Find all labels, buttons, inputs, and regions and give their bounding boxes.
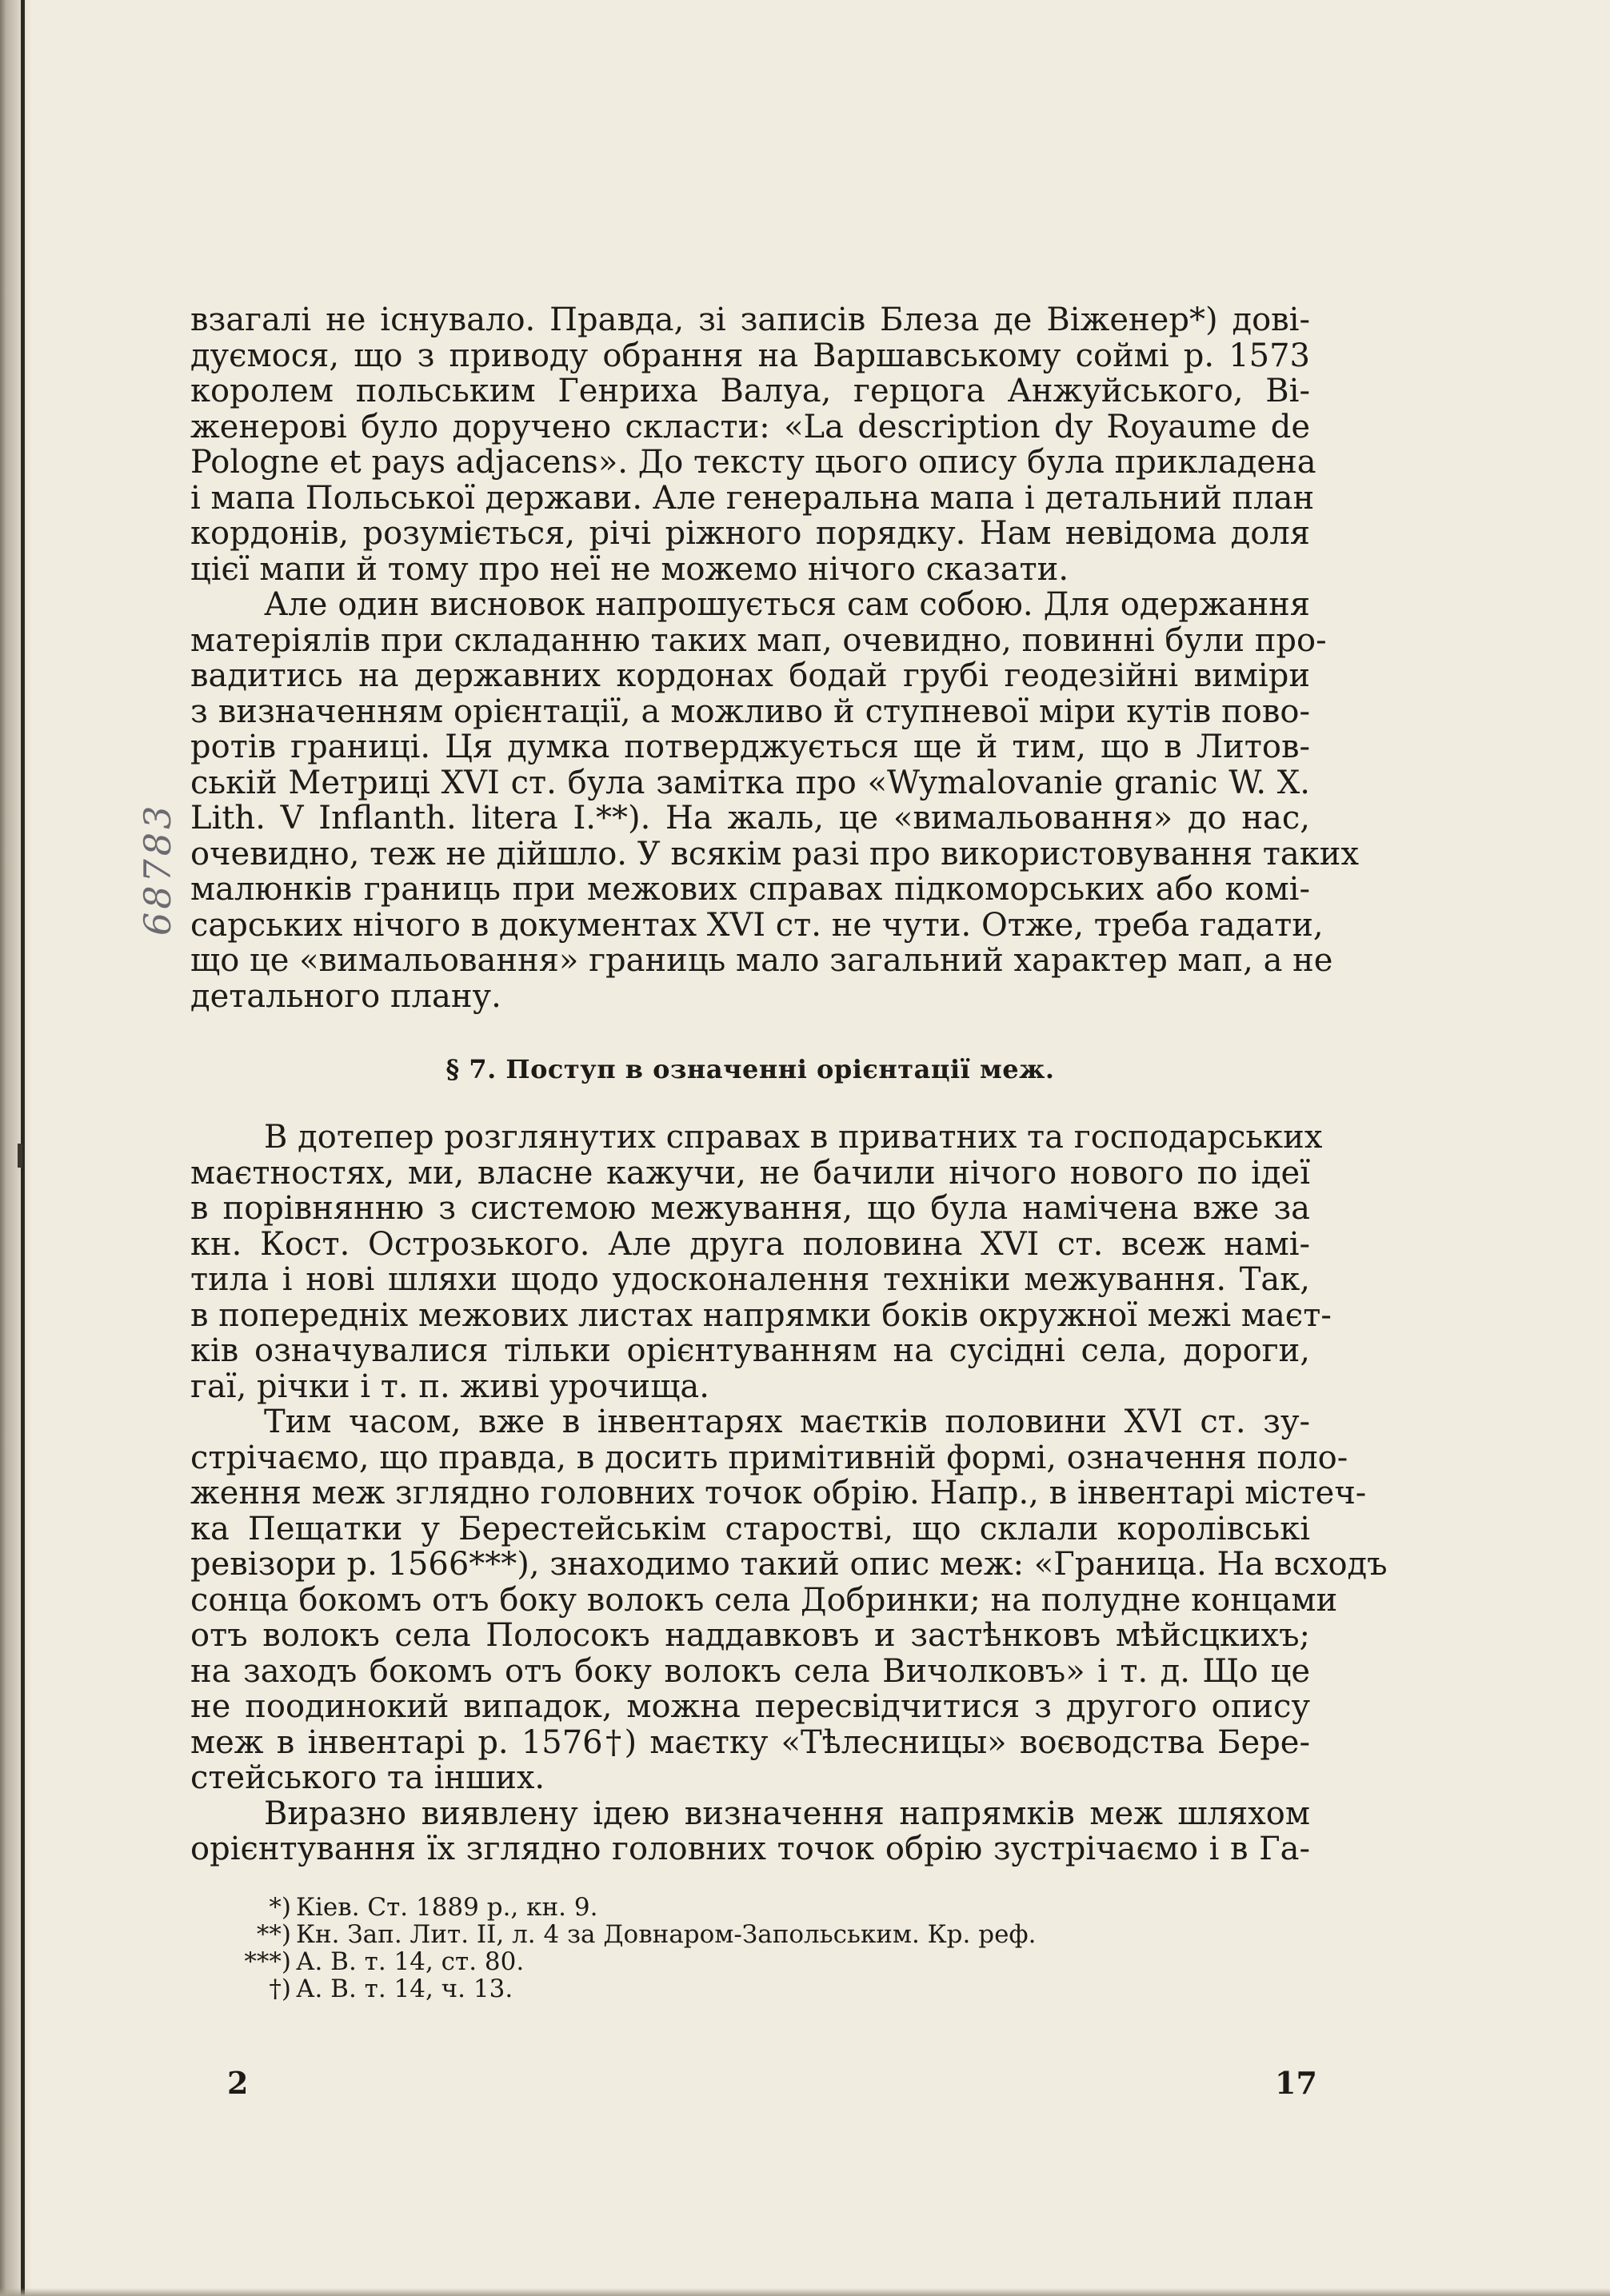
text-line: Виразно виявлену ідею визначення напрямків меж шляхом bbox=[264, 1795, 1310, 1832]
text-line: меж в інвентарі р. 1576†) маєтку «Тѣлесницы» воєводства Бере- bbox=[190, 1723, 1310, 1761]
body-text-bottom bbox=[190, 1119, 1388, 1867]
text-line: кн. Кост. Острозького. Але друга половина XVI ст. всеж намі- bbox=[190, 1225, 1310, 1263]
text-line: ській Метриці XVI ст. була замітка про «Wymalovanie granic W. X. bbox=[190, 764, 1310, 801]
text-line: тила і нові шляхи щодо удосконалення техніки межування. Так, bbox=[190, 1261, 1310, 1298]
footnote-text: А. В. т. 14, ст. 80. bbox=[296, 1947, 525, 1976]
handwritten-note: 68783 bbox=[136, 802, 179, 936]
text-line: Lith. V Inflanth. litera I.**). На жаль, це «вимальовання» до нас, bbox=[190, 800, 1310, 837]
footnote-text: Кіев. Ст. 1889 р., кн. 9. bbox=[296, 1893, 598, 1922]
footnote bbox=[240, 1975, 1037, 2003]
text-line: кордонів, розуміється, річі ріжного порядку. Нам невідома доля bbox=[190, 515, 1310, 552]
footnote-mark: *) bbox=[269, 1893, 291, 1922]
body-text-top bbox=[190, 301, 1359, 1015]
footnote-text: А. В. т. 14, ч. 13. bbox=[296, 1975, 513, 2003]
paragraph-1 bbox=[190, 301, 1316, 588]
text-line: ження меж зглядно головних точок обрію. Напр., в інвентарі містеч- bbox=[190, 1475, 1367, 1511]
text-line: детального плану. bbox=[190, 977, 501, 1015]
paragraph-3 bbox=[190, 1119, 1332, 1405]
footnote-mark: **) bbox=[256, 1920, 291, 1949]
text-line: Але один висновок напрошується сам собою. Для одержання bbox=[264, 586, 1310, 623]
footnote bbox=[240, 1948, 1037, 1975]
text-line: очевидно, теж не дійшло. У всякім разі про використовування таких bbox=[190, 835, 1359, 872]
text-line: сонца бокомъ отъ боку волокъ села Добринки; на полудне концами bbox=[190, 1581, 1338, 1619]
text-line: сарських нічого в документах XVI ст. не чути. Отже, треба гадати, bbox=[190, 906, 1324, 944]
text-line: не поодинокий випадок, можна пересвідчитися з другого опису bbox=[190, 1688, 1310, 1725]
text-line: Pologne et pays adjacens». До тексту цього опису була прикладена bbox=[190, 444, 1316, 481]
footnote bbox=[240, 1894, 1037, 1921]
paragraph-2 bbox=[190, 586, 1359, 1015]
page-edge-shadow bbox=[0, 0, 32, 2296]
footnote-text: Кн. Зап. Лит. II, л. 4 за Довнаром-Запольським. Кр. реф. bbox=[296, 1920, 1037, 1949]
text-line: ків означувалися тільки орієнтуванням на сусідні села, дороги, bbox=[190, 1332, 1310, 1369]
text-line: з визначенням орієнтації, а можливо й ступневої міри кутів пово- bbox=[190, 693, 1310, 730]
text-line: взагалі не існувало. Правда, зі записів Блеза де Віженер*) дові- bbox=[190, 301, 1310, 338]
signature-mark: 2 bbox=[227, 2065, 249, 2101]
paragraph-5 bbox=[190, 1796, 1310, 1867]
text-line: маєтностях, ми, власне кажучи, не бачили нічого нового по ідеї bbox=[190, 1154, 1310, 1192]
text-line: стейського та інших. bbox=[190, 1759, 545, 1796]
margin-mark bbox=[18, 1144, 22, 1168]
page-number: 17 bbox=[1275, 2065, 1317, 2101]
text-line: ка Пещатки у Берестейськім старостві, що склали королівські bbox=[190, 1510, 1310, 1547]
footnote-mark: ***) bbox=[244, 1947, 291, 1976]
text-line: ревізори р. 1566***), знаходимо такий опис меж: «Граница. На всходъ bbox=[190, 1546, 1388, 1583]
text-line: стрічаємо, що правда, в досить примітивній формі, означення поло- bbox=[190, 1439, 1348, 1476]
text-line: дуємося, що з приводу обрання на Варшавському соймі р. 1573 bbox=[190, 337, 1310, 374]
text-line: Тим часом, вже в інвентарях маєтків половини XVI ст. зу- bbox=[264, 1404, 1310, 1440]
text-line: вадитись на державних кордонах бодай грубі геодезійні виміри bbox=[190, 657, 1310, 694]
footnotes bbox=[240, 1894, 1037, 2003]
text-line: що це «вимальовання» границь мало загальний характер мап, а не bbox=[190, 942, 1333, 979]
text-line: матеріялів при складанню таких мап, очевидно, повинні були про- bbox=[190, 621, 1327, 659]
paragraph-4 bbox=[190, 1404, 1388, 1796]
text-line: отъ волокъ села Полосокъ наддавковъ и застѣнковъ мѣйсцкихъ; bbox=[190, 1617, 1310, 1654]
text-line: в порівнянню з системою межування, що була намічена вже за bbox=[190, 1190, 1310, 1227]
footnote-mark: †) bbox=[269, 1975, 291, 2003]
text-line: на заходъ бокомъ отъ боку волокъ села Вичолковъ» і т. д. Що це bbox=[190, 1652, 1310, 1690]
text-line: женерові було доручено скласти: «La description dy Royaume de bbox=[190, 408, 1310, 445]
text-line: і мапа Польської держави. Але генеральна мапа і детальний план bbox=[190, 479, 1315, 517]
text-line: ротів границі. Ця думка потверджується ще й тим, що в Литов- bbox=[190, 729, 1310, 765]
text-line: орієнтування їх зглядно головних точок обрію зустрічаємо і в Га- bbox=[190, 1831, 1310, 1867]
text-line: гаї, річки і т. п. живі урочища. bbox=[190, 1368, 709, 1405]
text-line: малюнків границь при межових справах підкоморських або комі- bbox=[190, 871, 1310, 908]
footnote bbox=[240, 1921, 1037, 1948]
section-heading: § 7. Поступ в означенні орієнтації меж. bbox=[445, 1054, 1055, 1084]
text-line: цієї мапи й тому про неї не можемо нічого сказати. bbox=[190, 550, 1069, 588]
bottom-edge-shadow bbox=[0, 2288, 1610, 2296]
text-line: В дотепер розглянутих справах в приватних та господарських bbox=[264, 1119, 1323, 1156]
text-line: в попередніх межових листах напрямки боків окружної межі маєт- bbox=[190, 1296, 1332, 1334]
text-line: королем польським Генриха Валуа, герцога Анжуйського, Ві- bbox=[190, 373, 1310, 409]
